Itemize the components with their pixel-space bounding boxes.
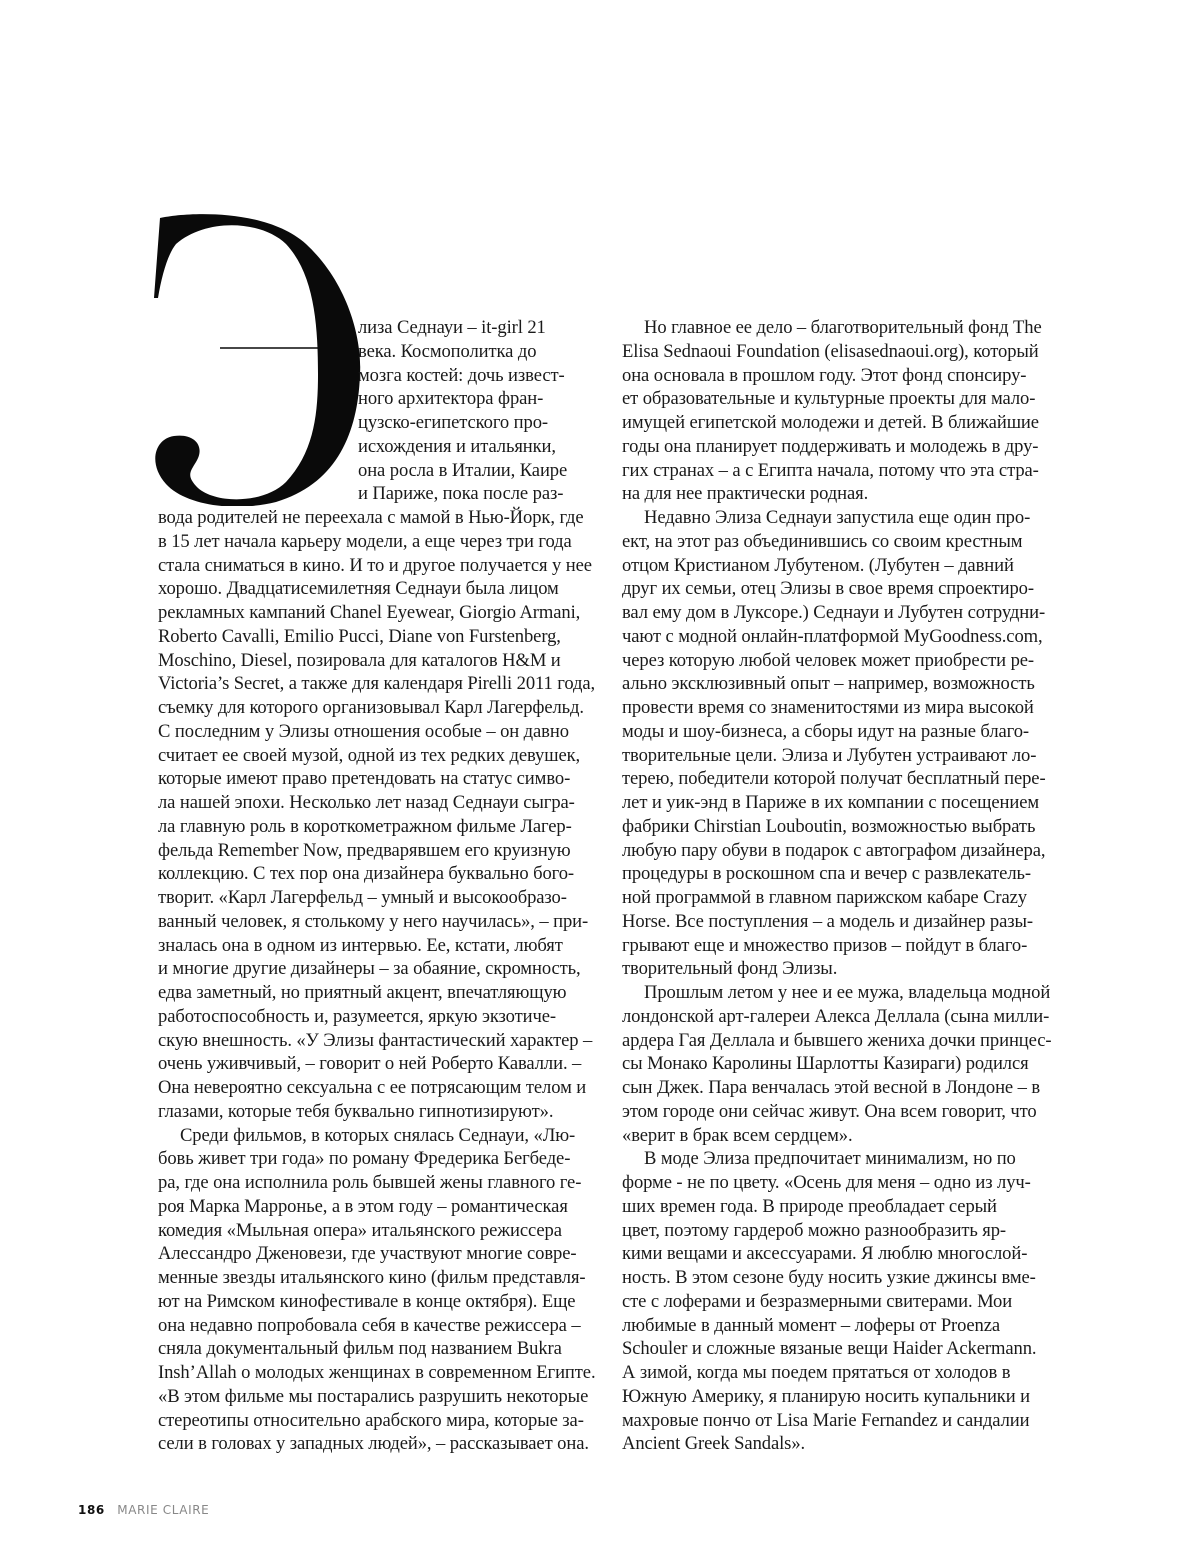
paragraph-louboutin [622,506,1082,981]
text-line: Victoria’s Secret, а также для календаря Pirelli 2011 года, [158,673,596,695]
text-line: Недавно Элиза Седнауи запустила еще один про- [644,507,1031,528]
text-line: исхождения и итальянки, [358,435,556,457]
text-line: сняла документальный фильм под названием Bukra [158,1338,562,1360]
text-line: Elisa Sednaoui Foundation (elisasednaoui.org), который [622,340,1039,362]
text-line: цвет, поэтому гардероб можно разнообразить яр- [622,1219,1007,1241]
text-line: ардера Гая Деллала и бывшего жениха дочки принцес- [622,1029,1052,1051]
text-line: ла главную роль в короткометражном фильме Лагер- [158,815,572,837]
text-line: стала сниматься в кино. И то и другое получается у нее [158,554,592,576]
text-line: ших времен года. В природе преобладает серый [622,1195,997,1217]
text-line: провести время со знаменитостями из мира высокой [622,697,1034,718]
text-line: мозга костей: дочь извест- [358,364,565,386]
text-line: творительные цели. Элиза и Лубутен устраивают ло- [622,744,1037,766]
page-number: 186 [78,1503,105,1517]
text-line: фабрики Chirstian Louboutin, возможностью выбрать [622,815,1036,837]
text-line: процедуры в роскошном спа и вечер с развлекатель- [622,863,1031,885]
text-line: Moschino, Diesel, позировала для каталогов H&M и [158,649,561,671]
paragraph-foundation [622,316,1082,506]
text-line: годы она планирует поддерживать и молодежь в дру- [622,435,1039,457]
text-line: на для нее практически родная. [622,483,869,505]
text-line: хорошо. Двадцатисемилетняя Седнауи была лицом [158,578,559,600]
text-line: ют на Римском кинофестивале в конце октября). Еще [158,1290,576,1312]
text-line: и многие другие дизайнеры – за обаяние, скромность, [158,958,581,980]
text-line: моды и шоу-бизнеса, а сборы идут на разные благо- [622,720,1030,742]
text-line: работоспособность и, разумеется, яркую экзотиче- [158,1005,557,1027]
text-line: любимые в данный момент – лоферы от Proenza [622,1314,1000,1336]
text-line: ла нашей эпохи. Несколько лет назад Седнауи сыгра- [158,792,575,813]
text-line: глазами, которые тебя буквально гипнотизируют». [158,1100,554,1122]
text-line: Schouler и сложные вязаные вещи Haider Ackermann. [622,1338,1037,1360]
text-line: ра, где она исполнила роль бывшей жены главного ге- [158,1172,582,1193]
text-line: которые имеют право претендовать на статус симво- [158,768,571,790]
text-line: «В этом фильме мы постарались разрушить некоторые [158,1385,589,1407]
text-line: комедия «Мыльная опера» итальянского режиссера [158,1219,562,1241]
text-line: этом городе они сейчас живут. Она всем говорит, что [622,1100,1037,1122]
text-line: сте с лоферами и безразмерными свитерами. Мои [622,1290,1013,1312]
text-line: отцом Кристианом Лубутеном. (Лубутен – давний [622,554,1014,576]
text-line: В моде Элиза предпочитает минимализм, но по [644,1148,1016,1170]
text-line: ной программой в главном парижском кабаре Crazy [622,887,1027,908]
text-line: терею, победители которой получат бесплатный пере- [622,768,1046,790]
page-footer [78,1503,209,1517]
text-line: менные звезды итальянского кино (фильм представля- [158,1267,586,1288]
text-line: махровые пончо от Lisa Marie Fernandez и сандалии [622,1409,1030,1431]
text-line: Но главное ее дело – благотворительный фонд The [644,317,1042,338]
text-line: форме - не по цвету. «Осень для меня – одно из луч- [622,1172,1031,1193]
text-line: Ancient Greek Sandals». [622,1433,806,1455]
text-line: «верит в брак всем сердцем». [622,1124,853,1146]
text-line: очень уживчивый, – говорит о ней Роберто Кавалли. – [158,1053,582,1075]
text-line: ность. В этом сезоне буду носить узкие джинсы вме- [622,1267,1036,1288]
text-line: в 15 лет начала карьеру модели, а еще через три года [158,530,572,552]
text-line: имущей египетской молодежи и детей. В ближайшие [622,412,1039,433]
text-line: грывают еще и множество призов – пойдут в благо- [622,934,1028,956]
text-line: роя Марка Марронье, а в этом году – романтическая [158,1195,568,1217]
text-line: Прошлым летом у нее и ее мужа, владельца модной [644,982,1051,1003]
text-line: лиза Седнауи – it-girl 21 [358,317,546,338]
text-line: лет и уик-энд в Париже в их компании с посещением [622,792,1040,813]
text-line: кими вещами и аксессуарами. Я люблю многослой- [622,1243,1028,1265]
text-line: лондонской арт-галереи Алекса Деллала (сына милли- [622,1005,1050,1027]
text-line: творит. «Карл Лагерфельд – умный и высокообразо- [158,887,567,908]
text-line: ект, на этот раз объединившись со своим крестным [622,530,1023,552]
text-line: Алессандро Дженовези, где участвуют многие совре- [158,1243,577,1265]
paragraph-family [622,981,1082,1147]
text-line: сы Монако Каролины Шарлотты Казираги) родился [622,1053,1029,1075]
text-line: цузско-египетского про- [358,412,548,433]
text-line: стереотипы относительно арабского мира, которые за- [158,1409,584,1431]
text-line: коллекцию. С тех пор она дизайнера буквально бого- [158,863,575,885]
text-line: друг их семьи, отец Элизы в свое время спроектиро- [622,578,1034,600]
text-line: съемку для которого организовывал Карл Лагерфельд. [158,697,584,718]
text-line: Она невероятно сексуальна с ее потрясающим телом и [158,1077,587,1098]
text-line: бовь живет три года» по роману Фредерика Бегбеде- [158,1148,571,1170]
text-line: века. Космополитка до [358,340,537,362]
paragraph-films [158,1124,598,1457]
text-line: ного архитектора фран- [358,388,544,410]
text-line: считает ее своей музой, одной из тех редких девушек, [158,744,581,766]
text-line: любую пару обуви в подарок с автографом дизайнера, [622,839,1046,861]
text-line: Horse. Все поступления – а модель и дизайнер разы- [622,910,1033,932]
text-line: ванный человек, я столькому у него научилась», – при- [158,910,589,932]
text-line: она недавно попробовала себя в качестве режиссера – [158,1314,581,1336]
article-column-right [622,316,1082,1456]
text-line: А зимой, когда мы поедем прятаться от холодов в [622,1362,1011,1383]
text-line: она основала в прошлом году. Этот фонд спонсиру- [622,364,1027,386]
text-line: сын Джек. Пара венчалась этой весной в Лондоне – в [622,1077,1041,1098]
text-line: вода родителей не переехала с мамой в Нью-Йорк, где [158,507,584,528]
text-line: гих странах – а с Египта начала, потому что эта стра- [622,459,1039,481]
text-line: Южную Америку, я планирую носить купальники и [622,1385,1030,1407]
text-line: ет образовательные и культурные проекты для мало- [622,388,1036,410]
text-line: она росла в Италии, Каире [358,459,568,481]
paragraph-intro [158,316,598,1124]
text-line: С последним у Элизы отношения особые – он давно [158,720,569,742]
text-line: сели в головах у западных людей», – рассказывает она. [158,1433,589,1455]
text-line: едва заметный, но приятный акцент, впечатляющую [158,982,567,1003]
text-line: фельда Remember Now, предварявшем его круизную [158,839,571,861]
text-line: Среди фильмов, в которых снялась Седнауи, «Лю- [180,1124,576,1146]
text-line: ально эксклюзивный опыт – например, возможность [622,673,1035,695]
text-line: зналась она в одном из интервью. Ее, кстати, любят [158,934,563,956]
text-line: вал ему дом в Луксоре.) Седнауи и Лубутен сотрудни- [622,602,1046,623]
text-line: творительный фонд Элизы. [622,958,838,980]
magazine-name: MARIE CLAIRE [117,1503,210,1517]
text-line: скую внешность. «У Элизы фантастический характер – [158,1029,593,1051]
text-line: Insh’Allah о молодых женщинах в современном Египте. [158,1362,596,1383]
text-line: Roberto Cavalli, Emilio Pucci, Diane von Furstenberg, [158,625,561,647]
text-line: рекламных кампаний Chanel Eyewear, Giorgio Armani, [158,602,581,623]
text-line: чают с модной онлайн-платформой MyGoodness.com, [622,625,1043,647]
text-line: через которую любой человек может приобрести ре- [622,649,1035,671]
paragraph-fashion [622,1147,1082,1456]
text-line: и Париже, пока после раз- [358,483,564,505]
article-column-left [158,316,598,1456]
